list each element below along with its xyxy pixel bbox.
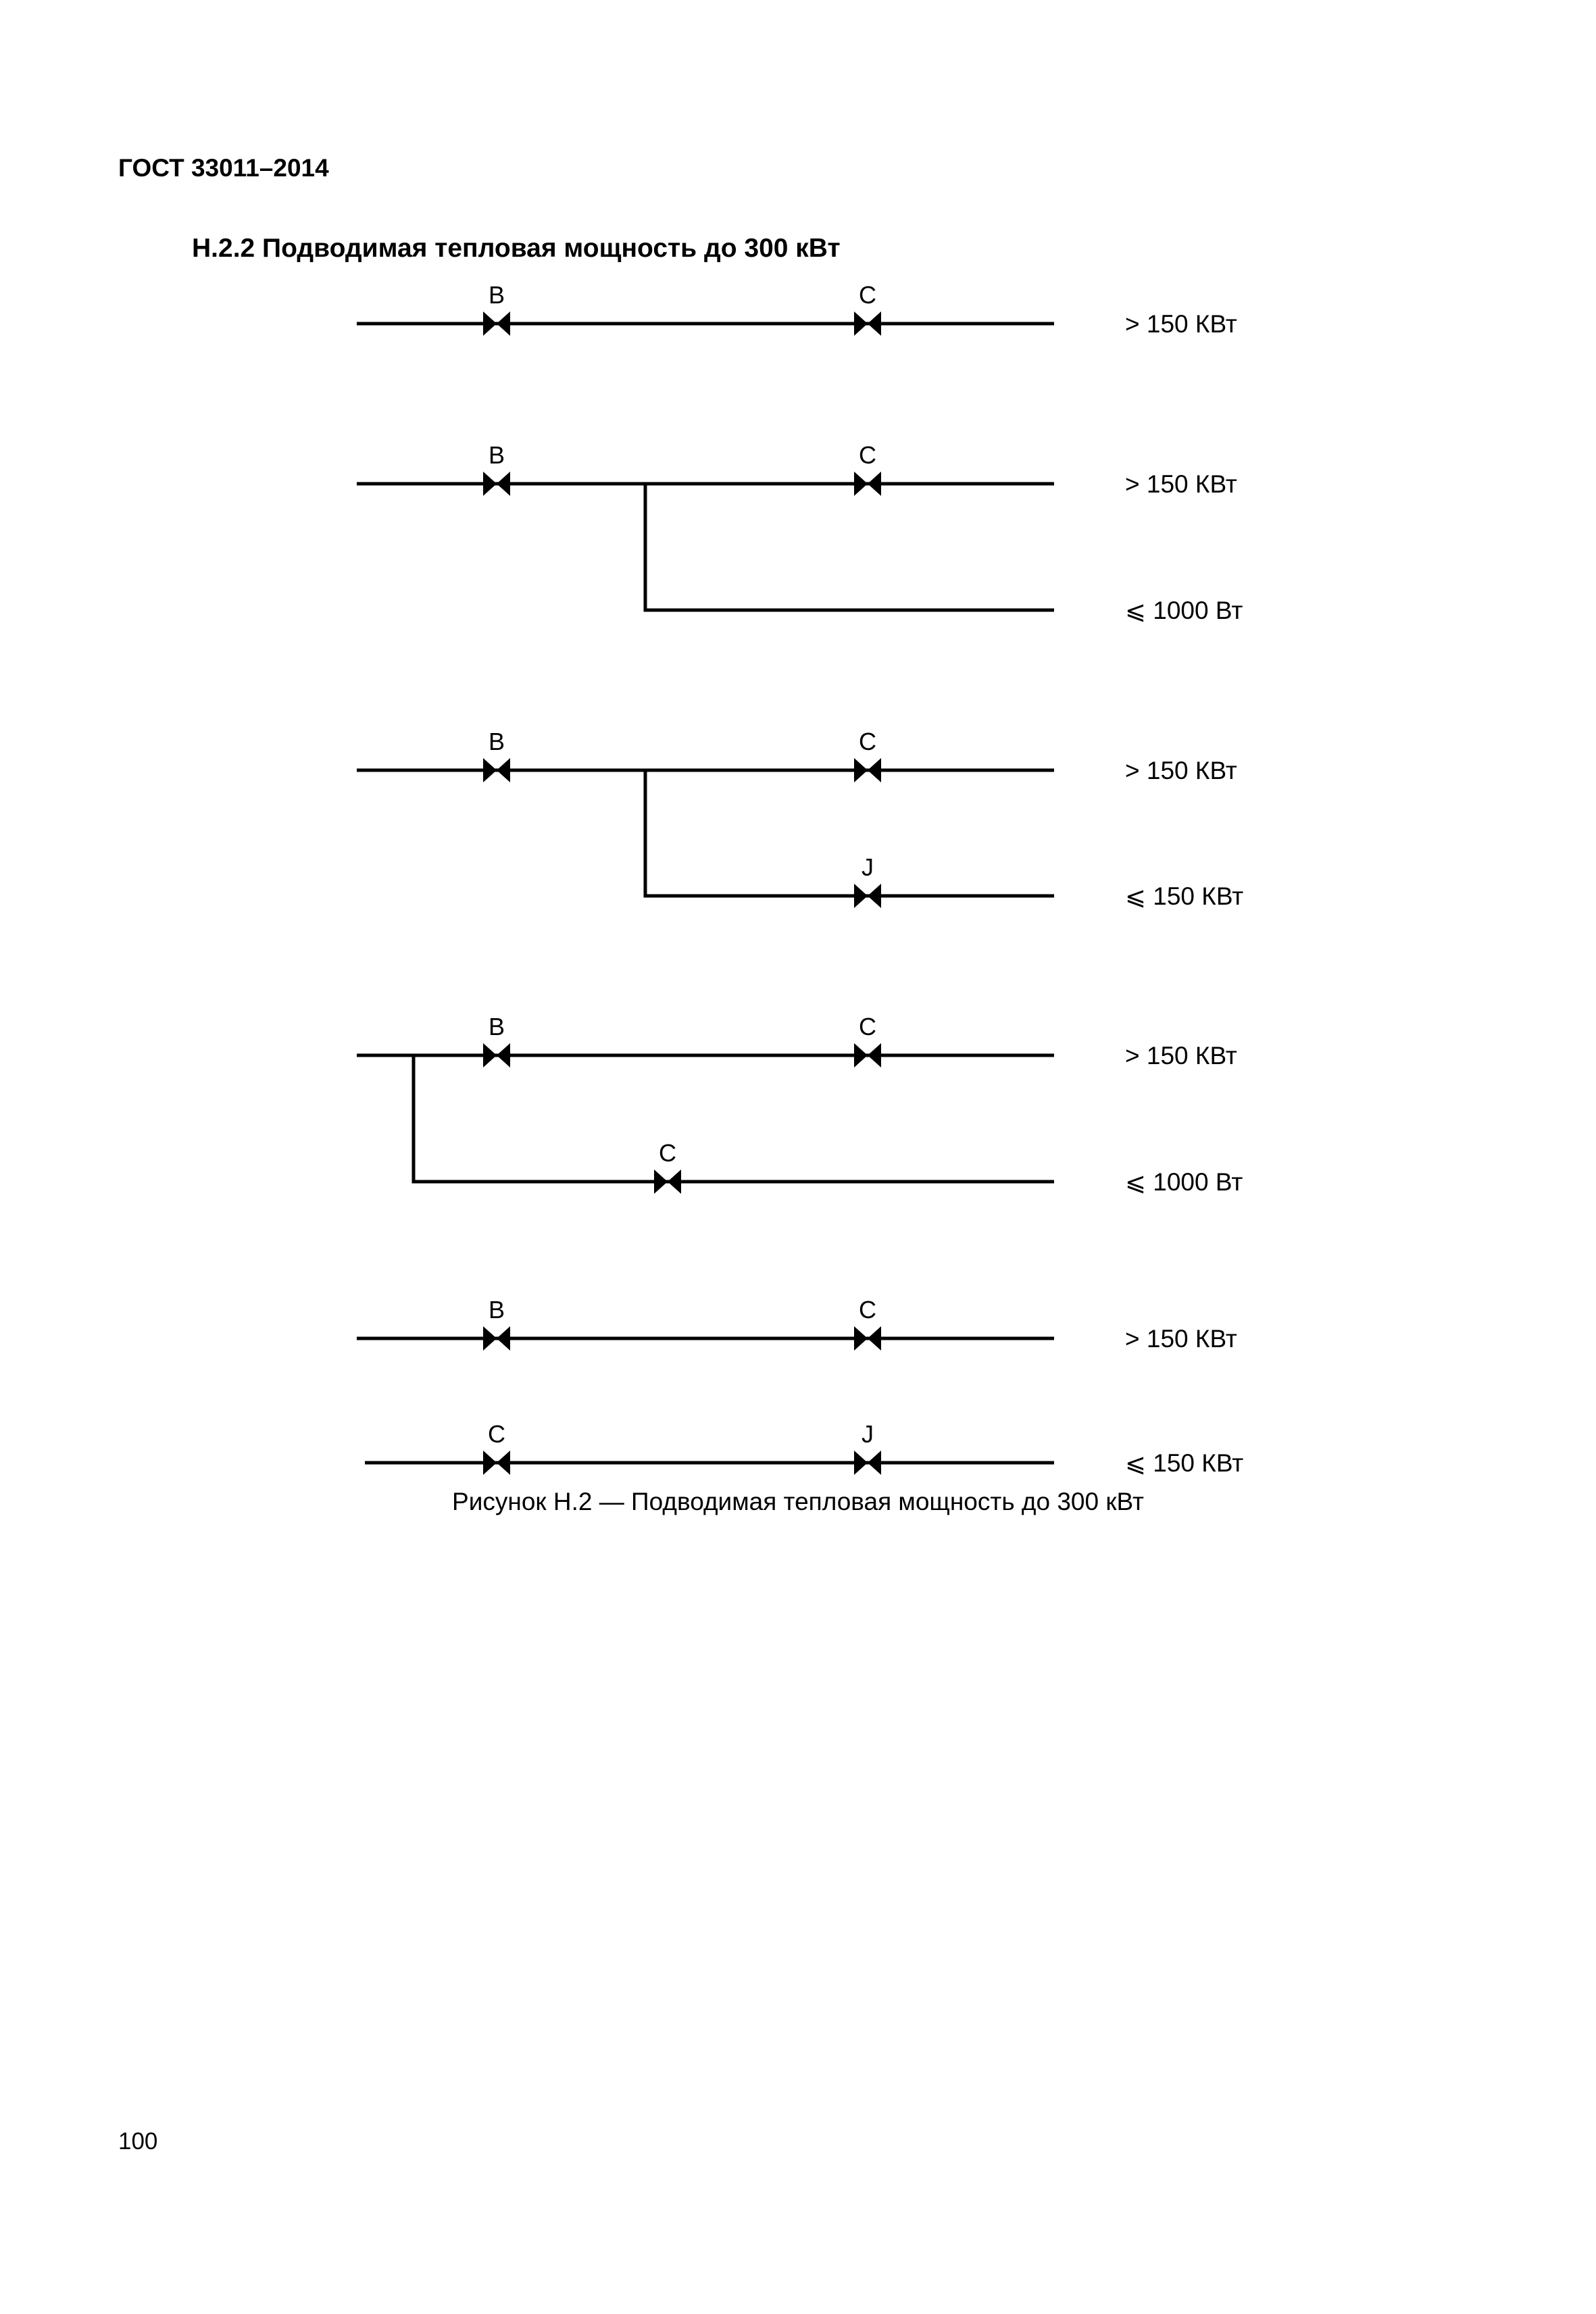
valve-icon	[483, 758, 497, 782]
valve-label: C	[859, 441, 876, 469]
valve-icon	[497, 1043, 510, 1067]
valve-label: B	[488, 728, 505, 755]
power-label: ⩽ 150 КВт	[1125, 882, 1244, 910]
valve-icon	[497, 472, 510, 496]
valve-label: B	[488, 281, 505, 309]
power-label: ⩽ 1000 Вт	[1125, 597, 1243, 624]
power-label: > 150 КВт	[1125, 1042, 1237, 1070]
valve-icon	[483, 1451, 497, 1475]
document-header: ГОСТ 33011–2014	[118, 154, 329, 182]
valve-icon	[497, 1326, 510, 1351]
power-label: > 150 КВт	[1125, 1325, 1237, 1353]
valve-icon	[854, 311, 868, 336]
valve-icon	[868, 1043, 881, 1067]
valve-icon	[868, 1326, 881, 1351]
valve-label: C	[859, 1296, 876, 1324]
valve-label: C	[859, 728, 876, 755]
valve-icon	[854, 1451, 868, 1475]
valve-label: B	[488, 1013, 505, 1040]
valve-icon	[868, 311, 881, 336]
valve-icon	[654, 1169, 668, 1194]
figure-caption: Рисунок H.2 — Подводимая тепловая мощность до 300 кВт	[452, 1488, 1144, 1515]
valve-icon	[868, 884, 881, 908]
valve-label: J	[862, 853, 874, 881]
valve-icon	[868, 472, 881, 496]
valve-icon	[483, 1043, 497, 1067]
valve-label: J	[862, 1420, 874, 1448]
valve-label: B	[488, 1296, 505, 1324]
valve-icon	[854, 884, 868, 908]
power-label: > 150 КВт	[1125, 310, 1237, 338]
valve-icon	[497, 311, 510, 336]
power-label: ⩽ 150 КВт	[1125, 1449, 1244, 1477]
valve-icon	[854, 1326, 868, 1351]
valve-icon	[483, 311, 497, 336]
valve-label: B	[488, 441, 505, 469]
power-label: > 150 КВт	[1125, 757, 1237, 784]
valve-icon	[668, 1169, 681, 1194]
valve-icon	[483, 472, 497, 496]
valve-label: C	[659, 1139, 676, 1167]
page-number: 100	[118, 2128, 158, 2155]
valve-icon	[868, 758, 881, 782]
valve-label: C	[859, 1013, 876, 1040]
valve-icon	[854, 758, 868, 782]
valve-icon	[497, 1451, 510, 1475]
valve-icon	[854, 1043, 868, 1067]
valve-icon	[854, 472, 868, 496]
valve-icon	[483, 1326, 497, 1351]
valve-icon	[868, 1451, 881, 1475]
section-title: H.2.2 Подводимая тепловая мощность до 300 кВт	[192, 234, 841, 263]
valve-label: C	[488, 1420, 505, 1448]
valve-icon	[497, 758, 510, 782]
valve-label: C	[859, 281, 876, 309]
power-label: ⩽ 1000 Вт	[1125, 1168, 1243, 1196]
power-label: > 150 КВт	[1125, 470, 1237, 498]
